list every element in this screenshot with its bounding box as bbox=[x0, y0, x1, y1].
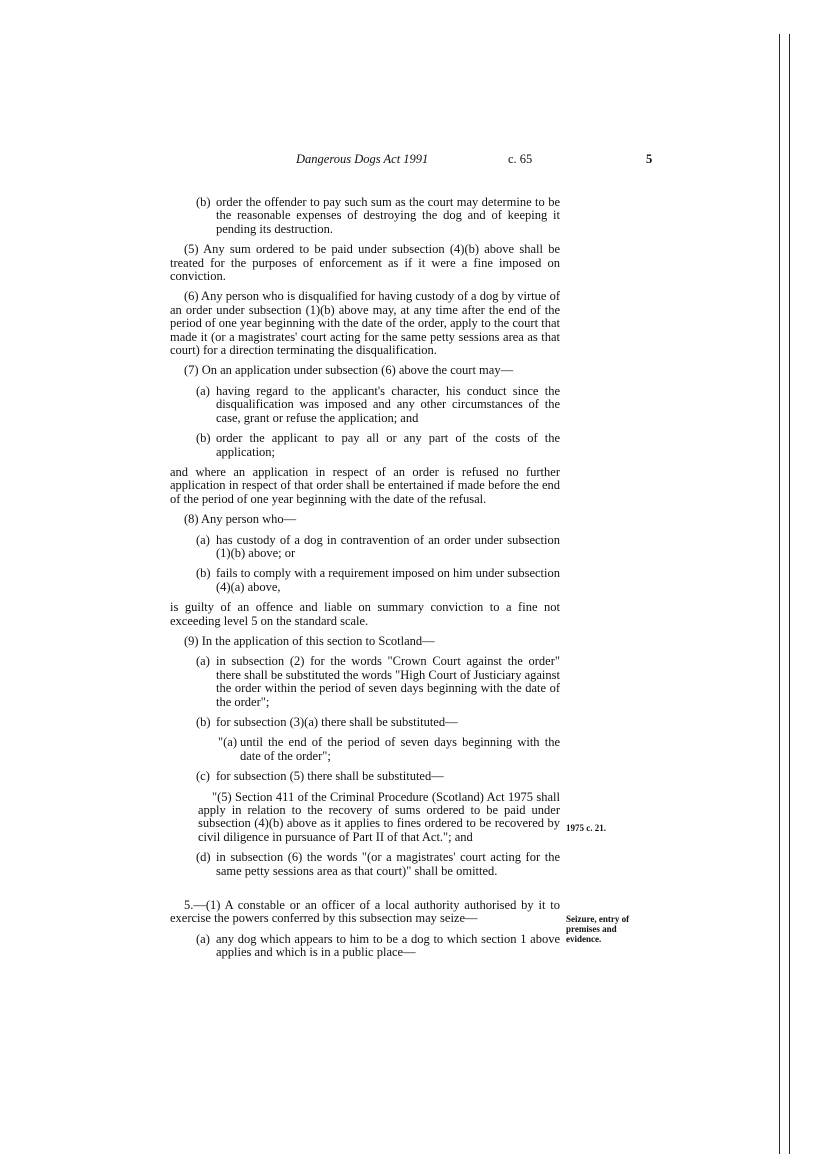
item-label: (a) bbox=[196, 383, 210, 398]
list-item bbox=[196, 432, 560, 459]
paragraph: (9) In the application of this section to Scotland— bbox=[184, 633, 435, 648]
act-title: Dangerous Dogs Act 1991 bbox=[296, 152, 429, 166]
item-label: (b) bbox=[196, 566, 211, 581]
list-item bbox=[196, 534, 560, 561]
item-text: fails to comply with a requirement imposed on him under subsection (4)(a) above, bbox=[216, 566, 560, 594]
paragraph: (6) Any person who is disqualified for having custody of a dog by virtue of an order under subsection (1)(b) above may, at any time after the end of the period of one year beginning with the date of the order, apply to the court that made it (or a magistrates' court acting for the same petty sessions area as that court) for a direction terminating the disqualification. bbox=[170, 289, 560, 358]
page-number: 5 bbox=[646, 152, 653, 166]
quoted-item bbox=[218, 736, 560, 763]
item-label: (b) bbox=[196, 431, 211, 446]
paragraph: is guilty of an offence and liable on summary conviction to a fine not exceeding level 5 on the standard scale. bbox=[170, 600, 560, 628]
item-text: until the end of the period of seven days beginning with the date of the order"; bbox=[240, 735, 560, 763]
item-text: for subsection (3)(a) there shall be substituted— bbox=[216, 715, 458, 729]
list-item bbox=[196, 385, 560, 425]
paragraph: (5) Any sum ordered to be paid under subsection (4)(b) above shall be treated for the purposes of enforcement as if it were a fine imposed on conviction. bbox=[170, 242, 560, 284]
paragraph: and where an application in respect of an order is refused no further application in respect of that order shall be entertained if made before the end of the period of one year beginning with the date of the refusal. bbox=[170, 464, 560, 506]
scan-edge-line bbox=[789, 34, 790, 1154]
margin-citation: 1975 c. 21. bbox=[566, 823, 606, 833]
paragraph: (7) On an application under subsection (6) above the court may— bbox=[184, 363, 514, 378]
item-label: (b) bbox=[196, 715, 211, 729]
list-item bbox=[196, 770, 560, 783]
margin-side-heading: Seizure, entry of premises and evidence. bbox=[566, 914, 630, 944]
paragraph: (8) Any person who— bbox=[184, 512, 297, 527]
list-item bbox=[196, 716, 560, 729]
quoted-subsection: "(5) Section 411 of the Criminal Procedure (Scotland) Act 1975 shall apply in relation to the recovery of sums ordered to be paid under subsection (4)(b) above as it applies to fines ordered to be recovered by civil diligence in pursuance of Part II of that Act."; and bbox=[198, 789, 560, 844]
list-item bbox=[196, 655, 560, 709]
item-text: order the applicant to pay all or any part of the costs of the application; bbox=[216, 431, 560, 459]
list-item bbox=[196, 196, 560, 236]
item-text: in subsection (6) the words "(or a magistrates' court acting for the same petty sessions area as that court)" shall be omitted. bbox=[216, 850, 560, 878]
section-paragraph: 5.—(1) A constable or an officer of a local authority authorised by it to exercise the powers conferred by this subsection may seize— bbox=[170, 898, 560, 926]
item-text: having regard to the applicant's character, his conduct since the disqualification was imposed and any other circumstances of the case, grant or refuse the application; and bbox=[216, 383, 560, 425]
chapter-number: c. 65 bbox=[508, 152, 533, 166]
section-spacer bbox=[170, 885, 560, 899]
item-text: for subsection (5) there shall be substituted— bbox=[216, 769, 444, 784]
item-text: has custody of a dog in contravention of an order under subsection (1)(b) above; or bbox=[216, 532, 560, 560]
item-label: (b) bbox=[196, 195, 211, 209]
scan-edge-line bbox=[779, 34, 780, 1154]
item-label: (a) bbox=[196, 532, 210, 547]
item-label: (a) bbox=[196, 654, 210, 669]
list-item bbox=[196, 933, 560, 960]
item-label: (c) bbox=[196, 769, 210, 784]
item-text: in subsection (2) for the words "Crown Court against the order" there shall be substituted the words "High Court of Justiciary against the order within the period of seven days beginning with the date of the order"; bbox=[216, 654, 560, 709]
document-body bbox=[170, 196, 560, 967]
item-label: (d) bbox=[196, 850, 211, 865]
running-header bbox=[0, 152, 826, 172]
list-item bbox=[196, 851, 560, 878]
list-item bbox=[196, 567, 560, 594]
item-label: (a) bbox=[196, 931, 210, 946]
item-label: "(a) bbox=[218, 735, 237, 750]
item-text: any dog which appears to him to be a dog to which section 1 above applies and which is in a public place— bbox=[216, 931, 560, 960]
item-text: order the offender to pay such sum as the court may determine to be the reasonable expenses of destroying the dog and of keeping it pending its destruction. bbox=[216, 195, 560, 236]
